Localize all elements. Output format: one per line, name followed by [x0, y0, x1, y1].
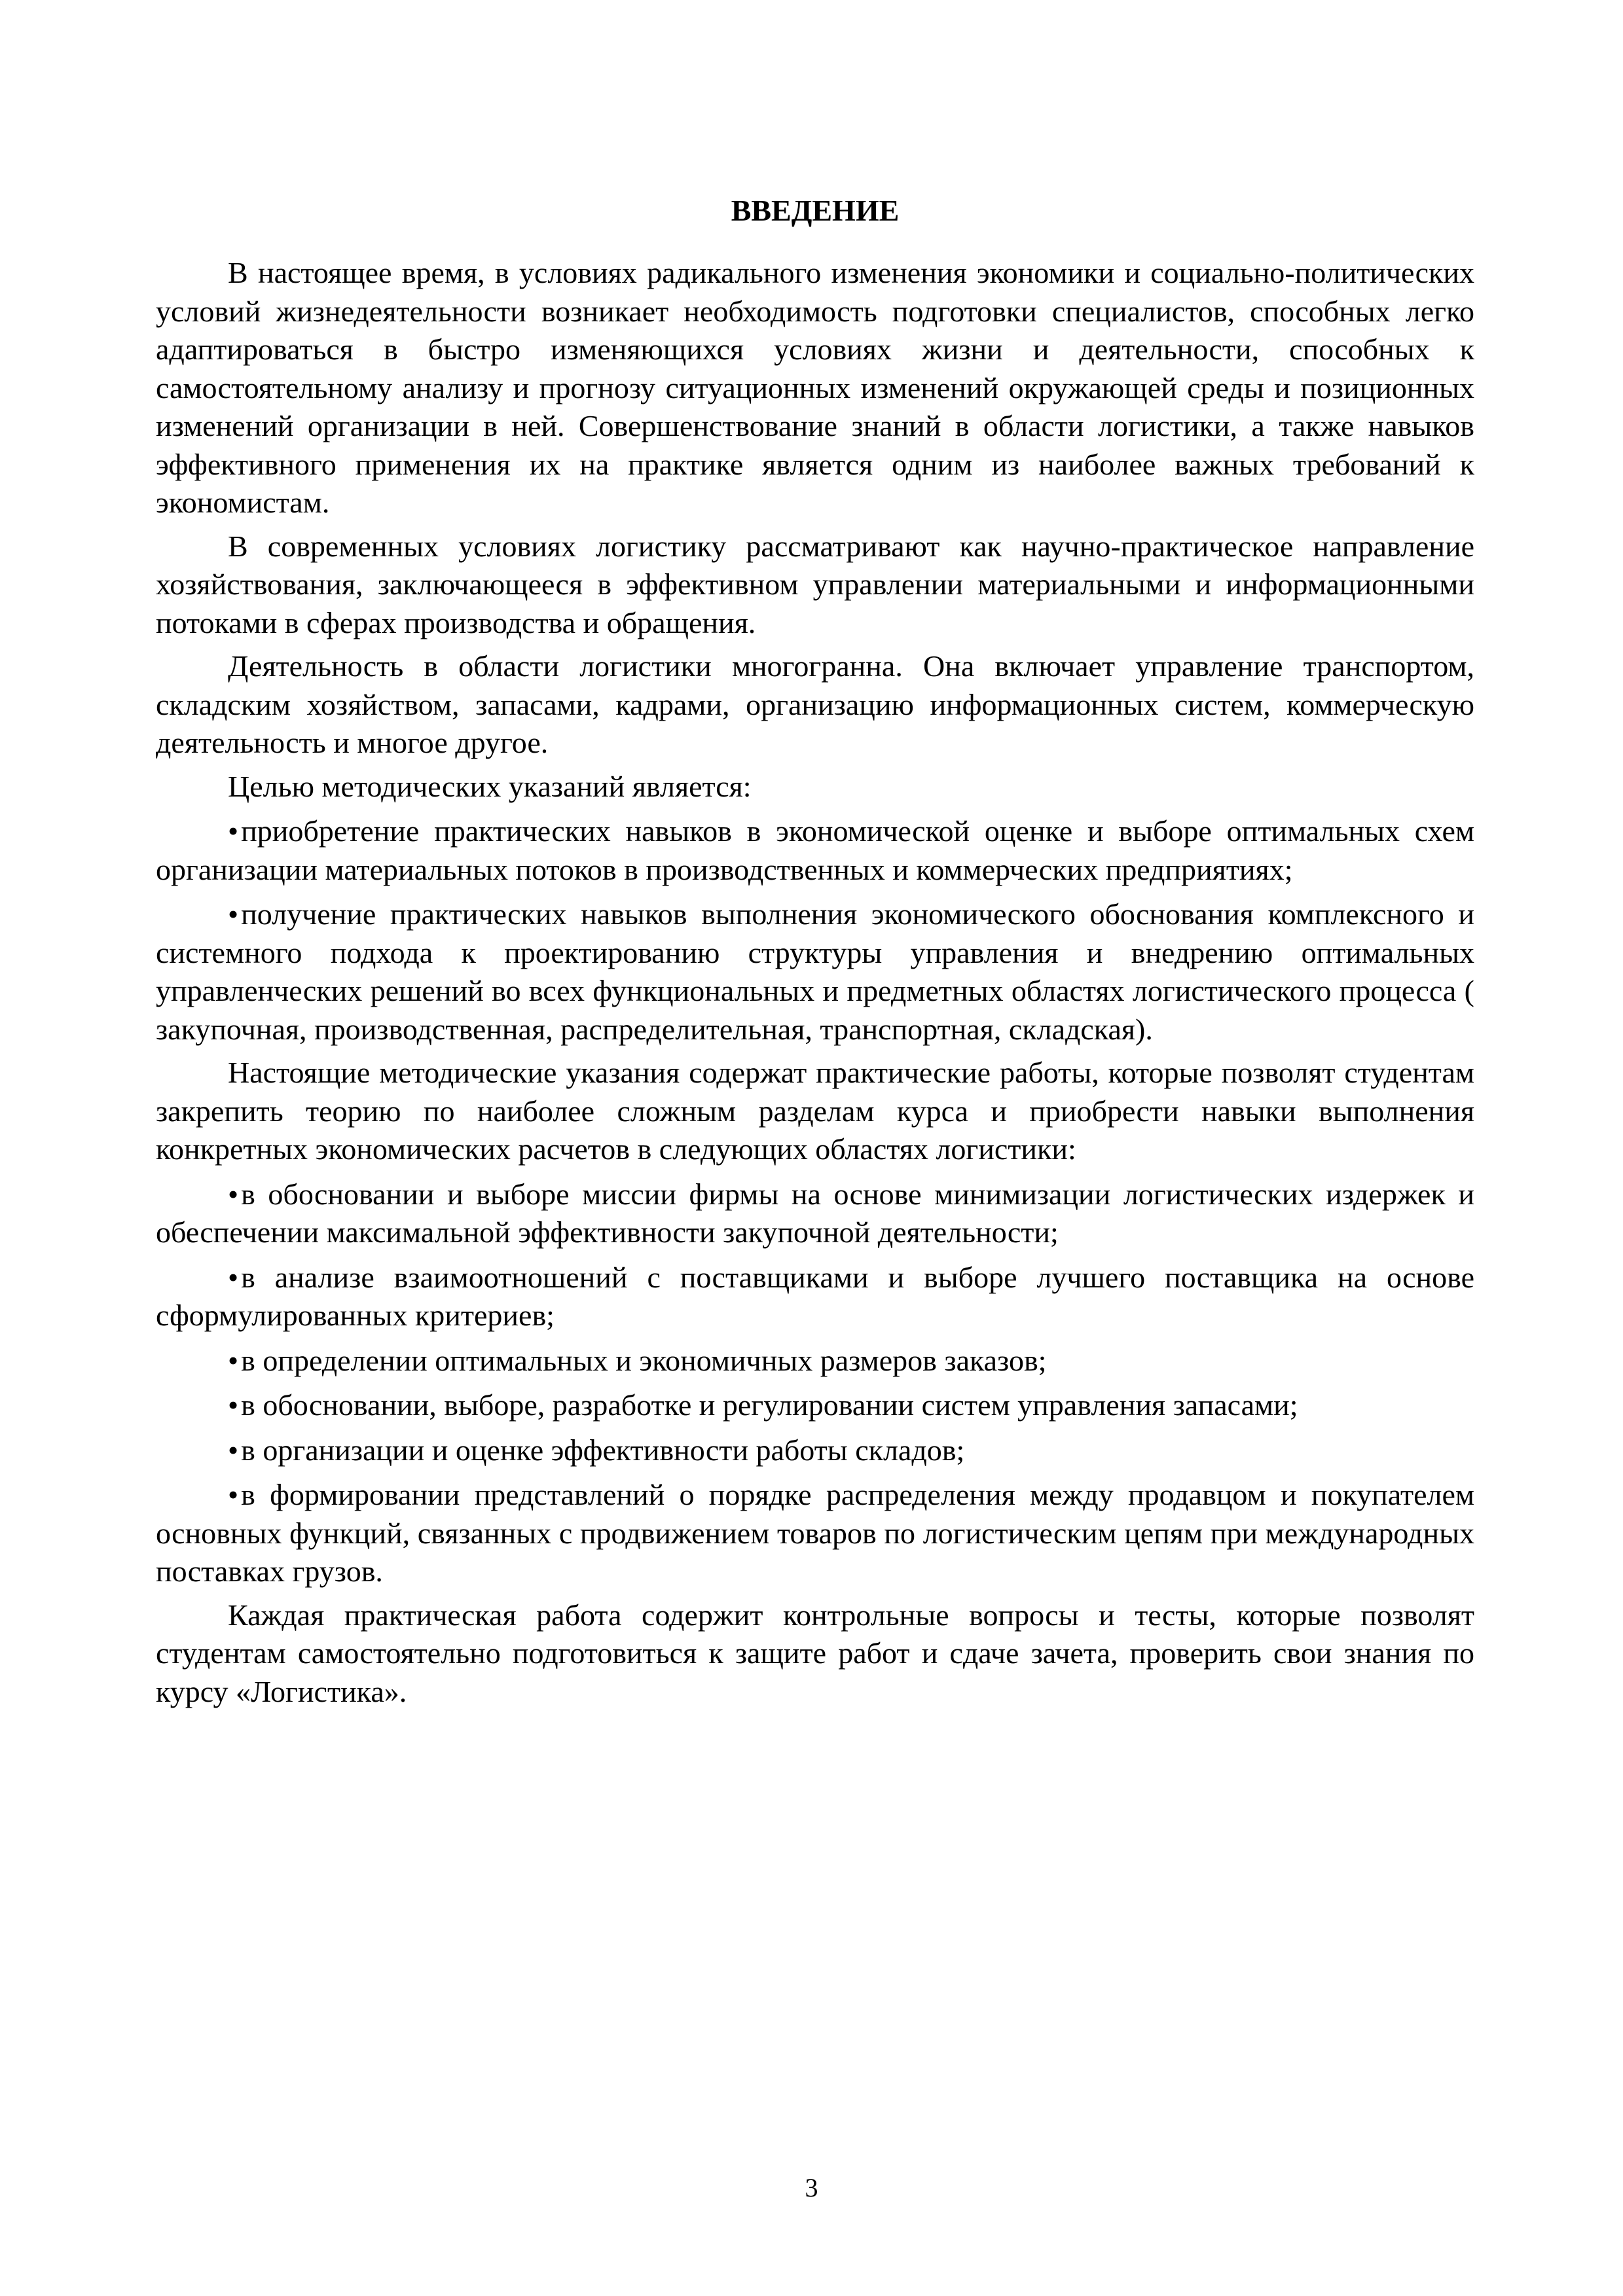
- bullet-icon: •: [228, 1177, 239, 1211]
- closing-paragraph: Каждая практическая работа содержит контрольные вопросы и тесты, которые позволят студентам самостоятельно подготовиться к защите работ и сдаче зачета, проверить свои знания по курсу «Логистика».: [156, 1598, 1474, 1708]
- area-text: в организации и оценке эффективности работы складов;: [241, 1433, 965, 1467]
- area-text: в обосновании, выборе, разработке и регулировании систем управления запасами;: [241, 1388, 1298, 1422]
- page-title: ВВЕДЕНИЕ: [731, 194, 900, 227]
- goals-lead-paragraph: Целью методических указаний является:: [228, 769, 752, 803]
- goal-text: получение практических навыков выполнения экономического обоснования комплексного и системного подхода к проектированию структуры управления и внедрению оптимальных управленческих решений во всех функциональных и предметных областях логистического процесса ( закупочная, производственная, распределительная, транспортная, складская).: [156, 897, 1474, 1046]
- area-list-item: [156, 1175, 1474, 1252]
- area-list-item: [156, 1431, 1474, 1470]
- logistics-definition-paragraph: В современных условиях логистику рассматривают как научно-практическое направление хозяйствования, заключающееся в эффективном управлении материальными и информационными потоками в сферах производства и обращения.: [156, 529, 1474, 639]
- area-list-item: [156, 1476, 1474, 1591]
- intro-paragraph: В настоящее время, в условиях радикального изменения экономики и социально-политических условий жизнедеятельности возникает необходимость подготовки специалистов, способных легко адаптироваться в быстро изменяющихся условиях жизни и деятельности, способных к самостоятельному анализу и прогнозу ситуационных изменений окружающей среды и позиционных изменений организации в ней. Совершенствование знаний в области логистики, а также навыков эффективного применения их на практике является одним из наиболее важных требований к экономистам.: [156, 256, 1474, 519]
- area-list-item: [156, 1259, 1474, 1335]
- document-page: [156, 191, 1474, 1711]
- area-text: в формировании представлений о порядке распределения между продавцом и покупателем основных функций, связанных с продвижением товаров по логистическим цепям при международных поставках грузов.: [156, 1478, 1474, 1588]
- goal-text: приобретение практических навыков в экономической оценке и выборе оптимальных схем организации материальных потоков в производственных и коммерческих предприятиях;: [156, 814, 1474, 886]
- area-list-item: [156, 1386, 1474, 1425]
- goal-list-item: [156, 895, 1474, 1049]
- bullet-icon: •: [228, 1343, 239, 1377]
- practical-works-paragraph: Настоящие методические указания содержат практические работы, которые позволят студентам закрепить теорию по наиболее сложным разделам курса и приобрести навыки выполнения конкретных экономических расчетов в следующих областях логистики:: [156, 1056, 1474, 1166]
- bullet-icon: •: [228, 1478, 239, 1511]
- goal-list-item: [156, 812, 1474, 889]
- bullet-icon: •: [228, 897, 239, 931]
- area-text: в анализе взаимоотношений с поставщиками и выборе лучшего поставщика на основе сформулированных критериев;: [156, 1260, 1474, 1332]
- bullet-icon: •: [228, 1433, 239, 1467]
- bullet-icon: •: [228, 1260, 239, 1294]
- page-number: 3: [805, 2173, 818, 2202]
- area-text: в определении оптимальных и экономичных размеров заказов;: [241, 1343, 1047, 1377]
- logistics-activities-paragraph: Деятельность в области логистики многогранна. Она включает управление транспортом, складским хозяйством, запасами, кадрами, организацию информационных систем, коммерческую деятельность и многое другое.: [156, 649, 1474, 759]
- bullet-icon: •: [228, 814, 239, 848]
- bullet-icon: •: [228, 1388, 239, 1422]
- area-list-item: [156, 1342, 1474, 1380]
- area-text: в обосновании и выборе миссии фирмы на основе минимизации логистических издержек и обеспечении максимальной эффективности закупочной деятельности;: [156, 1177, 1474, 1249]
